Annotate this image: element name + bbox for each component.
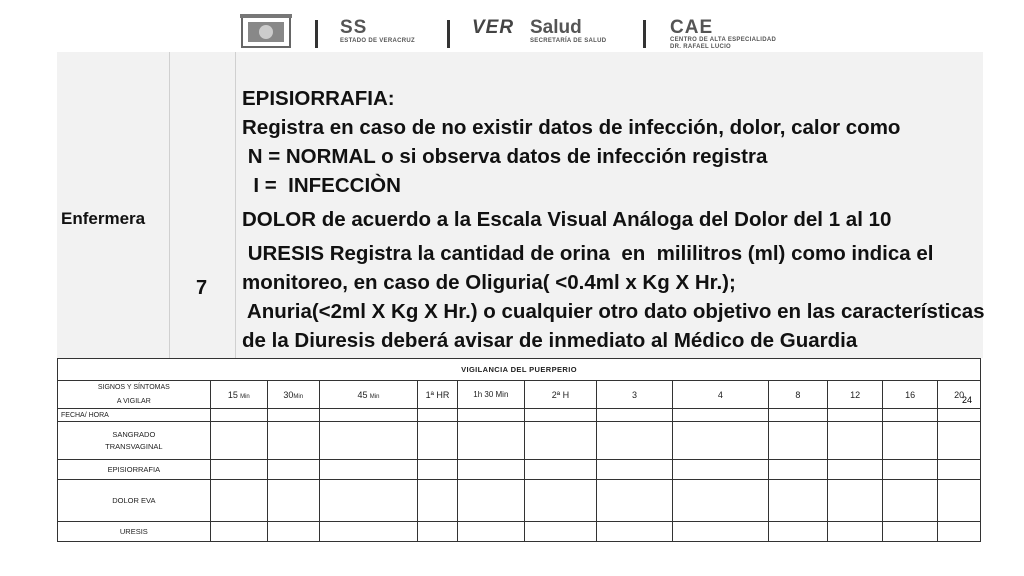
cae-logo-subtitle: CENTRO DE ALTA ESPECIALIDAD	[670, 37, 777, 43]
date-cell[interactable]	[768, 409, 828, 422]
time-header: 2ª H	[525, 381, 597, 409]
entry-cell[interactable]	[883, 460, 938, 480]
time-header: 30Min	[267, 381, 319, 409]
entry-cell[interactable]	[267, 422, 319, 460]
time-header: 15 Min	[210, 381, 267, 409]
instruction-line: de la Diuresis deberá avisar de inmediato al Médico de Guardia	[242, 329, 858, 352]
entry-cell[interactable]	[457, 480, 524, 522]
time-header: 1h 30 Min	[457, 381, 524, 409]
entry-cell[interactable]	[883, 522, 938, 542]
logo-divider	[447, 20, 450, 48]
entry-cell[interactable]	[596, 480, 672, 522]
logo-divider	[643, 20, 646, 48]
entry-cell[interactable]	[457, 522, 524, 542]
sign-label: URESIS	[58, 522, 211, 542]
role-cell	[57, 52, 170, 358]
instruction-line: URESIS Registra la cantidad de orina en mililitros (ml) como indica el	[242, 242, 934, 265]
form-title: VIGILANCIA DEL PUERPERIO	[58, 359, 981, 381]
entry-cell[interactable]	[673, 522, 768, 542]
entry-cell[interactable]	[768, 422, 828, 460]
time-header: 16	[883, 381, 938, 409]
time-header: 20	[938, 381, 981, 409]
header-logos	[0, 0, 1024, 52]
entry-cell[interactable]	[210, 480, 267, 522]
entry-cell[interactable]	[418, 422, 457, 460]
time-header: 4	[673, 381, 768, 409]
entry-cell[interactable]	[938, 522, 981, 542]
sign-label: EPISIORRAFIA	[58, 460, 211, 480]
entry-cell[interactable]	[768, 522, 828, 542]
entry-cell[interactable]	[883, 480, 938, 522]
header-label: A VIGILAR	[58, 395, 211, 409]
entry-cell[interactable]	[828, 460, 883, 480]
entry-cell[interactable]	[210, 460, 267, 480]
date-cell[interactable]	[883, 409, 938, 422]
entry-cell[interactable]	[673, 480, 768, 522]
ss-logo-text: SS	[340, 17, 368, 38]
entry-cell[interactable]	[673, 460, 768, 480]
time-header: 12	[828, 381, 883, 409]
step-number-cell	[169, 52, 236, 358]
date-cell[interactable]	[938, 409, 981, 422]
entry-cell[interactable]	[418, 460, 457, 480]
date-cell[interactable]	[267, 409, 319, 422]
entry-cell[interactable]	[883, 422, 938, 460]
entry-cell[interactable]	[938, 480, 981, 522]
entry-cell[interactable]	[210, 522, 267, 542]
entry-cell[interactable]	[418, 522, 457, 542]
date-cell[interactable]	[673, 409, 768, 422]
instruction-table	[57, 52, 983, 358]
entry-cell[interactable]	[828, 422, 883, 460]
date-cell[interactable]	[418, 409, 457, 422]
time-header: 3	[596, 381, 672, 409]
instruction-line: Anuria(<2ml X Kg X Hr.) o cualquier otro dato objetivo en las características	[242, 300, 985, 323]
sign-label: SANGRADO TRANSVAGINAL	[58, 422, 211, 460]
entry-cell[interactable]	[596, 422, 672, 460]
date-cell[interactable]	[457, 409, 524, 422]
entry-cell[interactable]	[525, 522, 597, 542]
entry-cell[interactable]	[319, 422, 418, 460]
vigilancia-form	[57, 358, 981, 558]
entry-cell[interactable]	[319, 460, 418, 480]
date-cell[interactable]	[828, 409, 883, 422]
instruction-line: DOLOR de acuerdo a la Escala Visual Análoga del Dolor del 1 al 10	[242, 208, 892, 231]
cae-logo-subtitle-2: DR. RAFAEL LUCIO	[670, 44, 732, 50]
instructions-text	[242, 84, 985, 355]
date-cell[interactable]	[210, 409, 267, 422]
sign-label: DOLOR EVA	[58, 480, 211, 522]
header-label: SIGNOS Y SÍNTOMAS	[58, 381, 211, 395]
entry-cell[interactable]	[938, 460, 981, 480]
time-header: 1ª HR	[418, 381, 457, 409]
date-label: FECHA/ HORA	[58, 409, 211, 422]
time-header: 8	[768, 381, 828, 409]
entry-cell[interactable]	[673, 422, 768, 460]
cae-logo-text: CAE	[670, 17, 714, 38]
entry-cell[interactable]	[525, 480, 597, 522]
instruction-line: N = NORMAL o si observa datos de infección registra	[242, 145, 768, 168]
date-cell[interactable]	[319, 409, 418, 422]
entry-cell[interactable]	[267, 480, 319, 522]
salud-logo-subtitle: SECRETARÍA DE SALUD	[530, 38, 607, 44]
instruction-line: I = INFECCIÒN	[242, 174, 401, 197]
entry-cell[interactable]	[319, 480, 418, 522]
vigilancia-table	[57, 358, 981, 542]
entry-cell[interactable]	[596, 460, 672, 480]
entry-cell[interactable]	[938, 422, 981, 460]
entry-cell[interactable]	[457, 422, 524, 460]
entry-cell[interactable]	[210, 422, 267, 460]
entry-cell[interactable]	[457, 460, 524, 480]
time-header-24: 24	[962, 395, 973, 405]
role-label: Enfermera	[61, 209, 146, 228]
ss-logo-subtitle: ESTADO DE VERACRUZ	[340, 38, 415, 44]
entry-cell[interactable]	[319, 522, 418, 542]
entry-cell[interactable]	[768, 480, 828, 522]
entry-cell[interactable]	[768, 460, 828, 480]
veracruz-crest-icon	[240, 14, 292, 50]
date-cell[interactable]	[596, 409, 672, 422]
date-cell[interactable]	[525, 409, 597, 422]
time-header: 45 Min	[319, 381, 418, 409]
salud-logo-text: Salud	[530, 17, 582, 38]
entry-cell[interactable]	[525, 460, 597, 480]
ver-logo-text: VER	[472, 17, 515, 38]
instruction-line: EPISIORRAFIA:	[242, 87, 395, 110]
entry-cell[interactable]	[828, 480, 883, 522]
entry-cell[interactable]	[525, 422, 597, 460]
entry-cell[interactable]	[267, 460, 319, 480]
logo-divider	[315, 20, 318, 48]
entry-cell[interactable]	[596, 522, 672, 542]
entry-cell[interactable]	[418, 480, 457, 522]
step-number: 7	[196, 277, 208, 299]
entry-cell[interactable]	[267, 522, 319, 542]
instruction-line: monitoreo, en caso de Oliguria( <0.4ml x Kg X Hr.);	[242, 271, 736, 294]
entry-cell[interactable]	[828, 522, 883, 542]
instruction-line: Registra en caso de no existir datos de infección, dolor, calor como	[242, 116, 901, 139]
